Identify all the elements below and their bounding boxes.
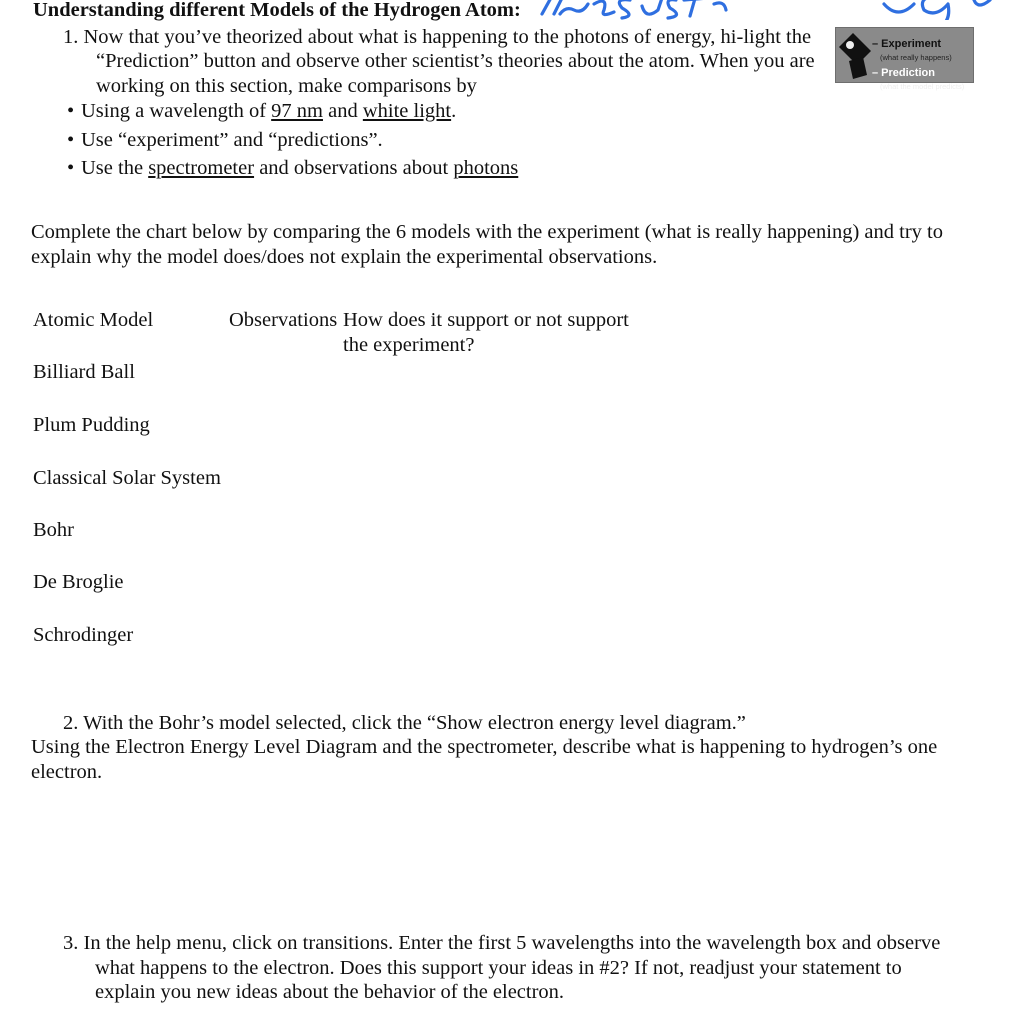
question-3-line-1: 3. In the help menu, click on transitions. Enter the first 5 wavelengths into the wavelength box and observe (63, 932, 941, 954)
question-3-line-3: explain you new ideas about the behavior of the electron. (95, 981, 565, 1003)
model-row-label: Classical Solar System (33, 467, 221, 489)
instructions-line-2: explain why the model does/does not explain the experimental observations. (31, 246, 658, 268)
spectrometer-text: spectrometer (148, 157, 255, 179)
question-1-line-3: working on this section, make comparisons by (96, 75, 477, 97)
bullet-wavelength: • Using a wavelength of 97 nm and white light. (67, 100, 457, 122)
model-row-label: Billiard Ball (33, 361, 135, 383)
column-header-atomic-model: Atomic Model (33, 309, 154, 331)
column-header-support: How does it support or not support (343, 309, 629, 331)
white-light-text: white light (362, 100, 452, 122)
wavelength-value: 97 nm (271, 100, 323, 122)
handwritten-annotation (538, 0, 1008, 20)
instructions-line-1: Complete the chart below by comparing the 6 models with the experiment (what is really happening) and try to (31, 221, 943, 243)
column-header-support-line-2: the experiment? (343, 334, 475, 356)
question-2-line-3: electron. (31, 761, 103, 783)
worksheet-title: Understanding different Models of the Hydrogen Atom: (33, 0, 521, 21)
bullet-dot: • (67, 157, 75, 179)
bullet-experiment-predictions: • Use “experiment” and “predictions”. (67, 129, 383, 151)
toggle-switch-icon (837, 31, 873, 81)
question-2-line-1: 2. With the Bohr’s model selected, click the “Show electron energy level diagram.” (63, 712, 746, 734)
bullet-dot: • (67, 129, 75, 151)
column-header-observations: Observations (229, 309, 338, 331)
model-row-label: De Broglie (33, 571, 124, 593)
question-1-line-2: “Prediction” button and observe other scientist’s theories about the atom. When you are (96, 50, 815, 72)
question-2-line-2: Using the Electron Energy Level Diagram and the spectrometer, describe what is happening to hydrogen’s one (31, 736, 938, 758)
model-row-label: Schrodinger (33, 624, 134, 646)
model-row-label: Plum Pudding (33, 414, 150, 436)
model-row-label: Bohr (33, 519, 74, 541)
experiment-prediction-toggle[interactable] (835, 27, 974, 91)
question-3-line-2: what happens to the electron. Does this support your ideas in #2? If not, readjust your statement to (95, 957, 902, 979)
question-1-line-1: 1. Now that you’ve theorized about what is happening to the photons of energy, hi-light the (63, 26, 812, 48)
photons-text: photons (453, 157, 519, 179)
experiment-option[interactable]: – Experiment (what really happens) (872, 38, 952, 62)
bullet-spectrometer: • Use the spectrometer and observations about photons (67, 157, 519, 179)
bullet-dot: • (67, 100, 75, 122)
prediction-option[interactable]: – Prediction (what the model predicts) (872, 67, 965, 91)
